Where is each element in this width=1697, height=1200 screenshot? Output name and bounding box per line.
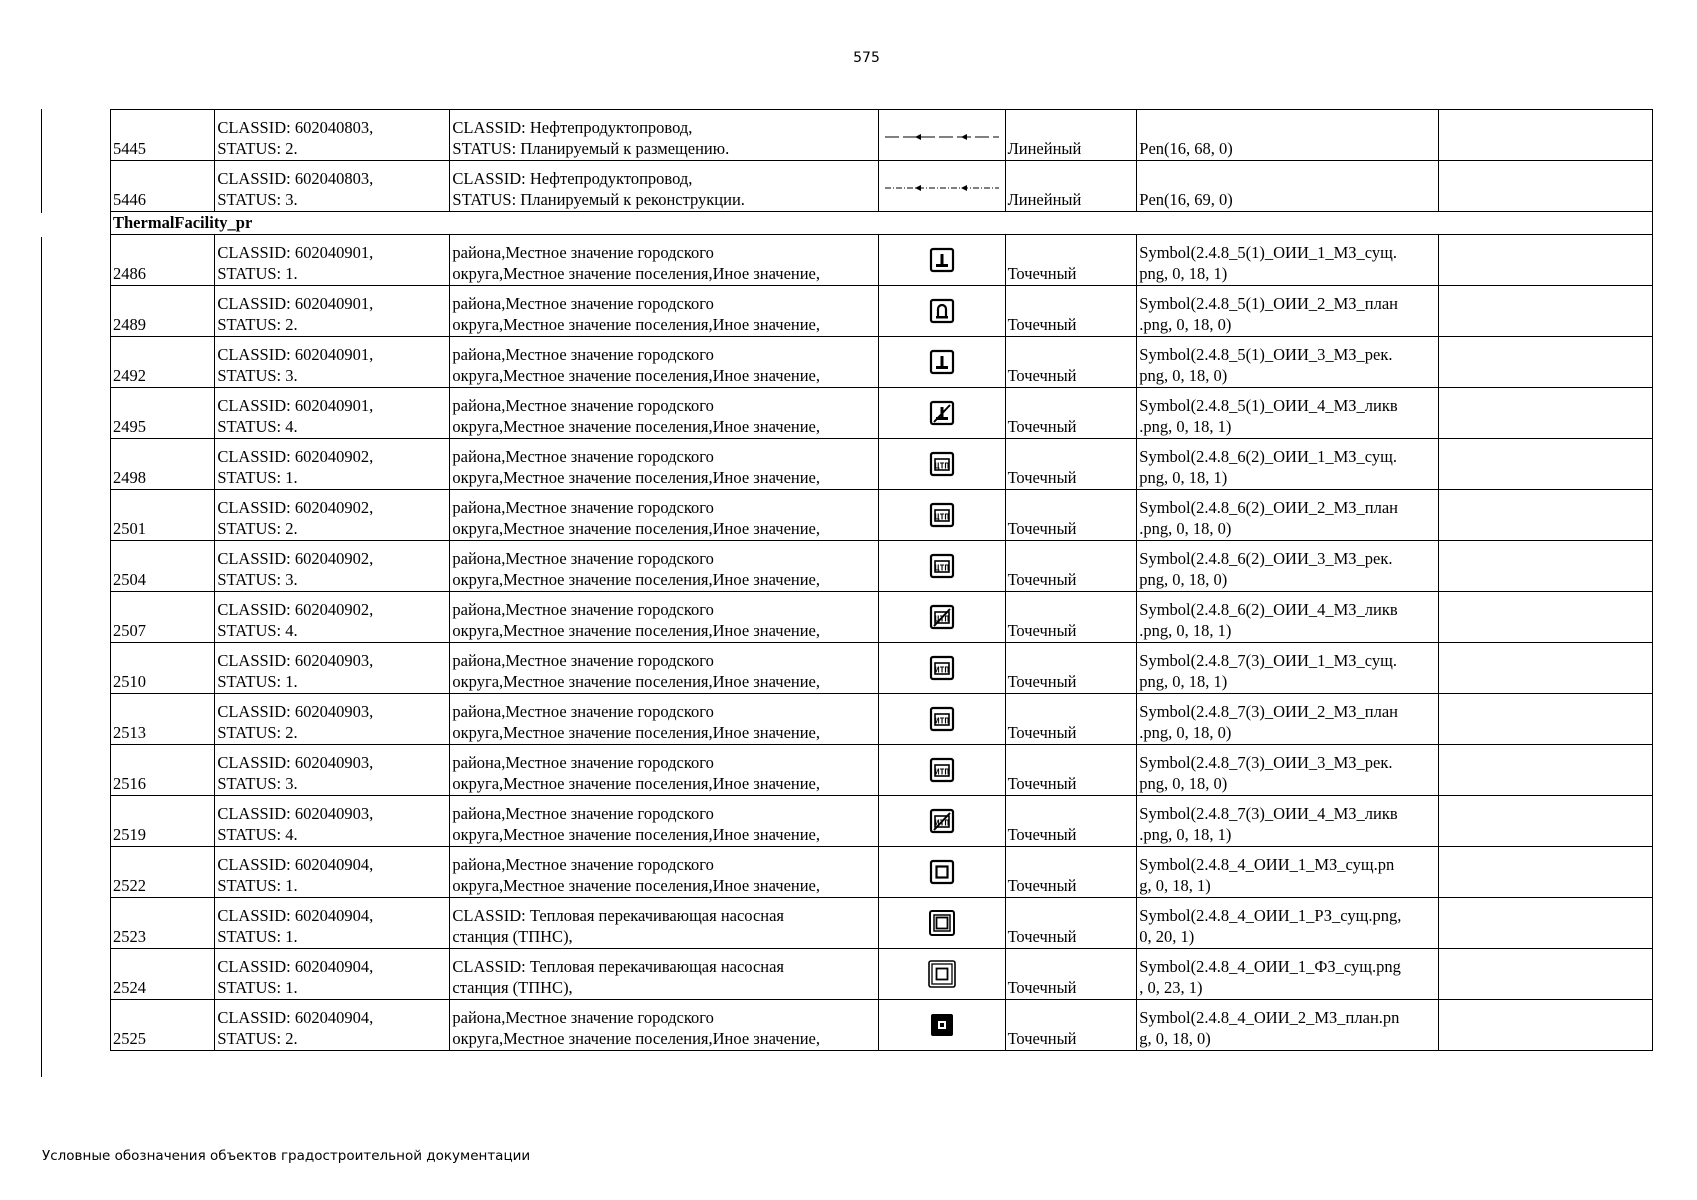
row-style: Symbol(2.4.8_7(3)_ОИИ_4_МЗ_ликв .png, 0, 18, 1) — [1137, 796, 1439, 847]
row-style: Symbol(2.4.8_6(2)_ОИИ_3_МЗ_рек. png, 0, 18, 0) — [1137, 541, 1439, 592]
row-symbol — [878, 949, 1005, 1000]
row-style: Symbol(2.4.8_7(3)_ОИИ_1_МЗ_сущ. png, 0, 18, 1) — [1137, 643, 1439, 694]
row-classid: CLASSID: 602040901, STATUS: 3. — [215, 337, 450, 388]
symbols-table-body — [111, 110, 1653, 235]
row-symbol — [878, 745, 1005, 796]
row-style: Symbol(2.4.8_5(1)_ОИИ_2_МЗ_план .png, 0, 18, 0) — [1137, 286, 1439, 337]
ctp-station-liquidation-icon — [928, 603, 956, 631]
row-style: Symbol(2.4.8_6(2)_ОИИ_4_МЗ_ликв .png, 0, 18, 1) — [1137, 592, 1439, 643]
row-symbol — [878, 541, 1005, 592]
section-title: ThermalFacility_pr — [111, 212, 1653, 235]
row-classid: CLASSID: 602040904, STATUS: 2. — [215, 1000, 450, 1051]
table-row — [111, 541, 1653, 592]
row-style: Pen(16, 69, 0) — [1137, 161, 1439, 212]
row-extra — [1439, 110, 1653, 161]
table-row — [111, 235, 1653, 286]
ctp-station-icon — [928, 450, 956, 478]
row-symbol — [878, 796, 1005, 847]
left-margin-line-top — [41, 109, 42, 213]
row-extra — [1439, 388, 1653, 439]
row-id: 2524 — [111, 949, 215, 1000]
table-row — [111, 490, 1653, 541]
row-type: Точечный — [1005, 541, 1137, 592]
table-row — [111, 337, 1653, 388]
row-description: района,Местное значение городского округа,Местное значение поселения,Иное значение, — [450, 643, 879, 694]
table-row — [111, 439, 1653, 490]
row-id: 2510 — [111, 643, 215, 694]
row-type: Точечный — [1005, 796, 1137, 847]
table-row — [111, 694, 1653, 745]
row-id: 5446 — [111, 161, 215, 212]
table-row — [111, 110, 1653, 161]
row-style: Pen(16, 68, 0) — [1137, 110, 1439, 161]
table-row — [111, 592, 1653, 643]
row-id: 5445 — [111, 110, 215, 161]
row-type: Точечный — [1005, 694, 1137, 745]
row-extra — [1439, 847, 1653, 898]
symbols-table — [110, 109, 1653, 1051]
row-style: Symbol(2.4.8_5(1)_ОИИ_1_МЗ_сущ. png, 0, 18, 1) — [1137, 235, 1439, 286]
row-style: Symbol(2.4.8_7(3)_ОИИ_2_МЗ_план .png, 0, 18, 0) — [1137, 694, 1439, 745]
row-id: 2486 — [111, 235, 215, 286]
table-row — [111, 1000, 1653, 1051]
row-type: Точечный — [1005, 1000, 1137, 1051]
ctp-station-planned-icon — [928, 501, 956, 529]
thermal-source-planned-icon — [928, 297, 956, 325]
row-description: CLASSID: Тепловая перекачивающая насосная станция (ТПНС), — [450, 898, 879, 949]
row-id: 2495 — [111, 388, 215, 439]
row-description: района,Местное значение городского округа,Местное значение поселения,Иное значение, — [450, 286, 879, 337]
row-extra — [1439, 745, 1653, 796]
row-id: 2492 — [111, 337, 215, 388]
itp-station-reconstruction-icon — [928, 756, 956, 784]
row-description: района,Местное значение городского округа,Местное значение поселения,Иное значение, — [450, 541, 879, 592]
row-type: Точечный — [1005, 898, 1137, 949]
table-row — [111, 796, 1653, 847]
row-symbol — [878, 490, 1005, 541]
row-symbol — [878, 286, 1005, 337]
row-style: Symbol(2.4.8_7(3)_ОИИ_3_МЗ_рек. png, 0, 18, 0) — [1137, 745, 1439, 796]
table-row — [111, 745, 1653, 796]
row-description: района,Местное значение городского округа,Местное значение поселения,Иное значение, — [450, 388, 879, 439]
row-type: Точечный — [1005, 592, 1137, 643]
row-extra — [1439, 898, 1653, 949]
row-extra — [1439, 439, 1653, 490]
svg-text:ИТП: ИТП — [934, 767, 949, 777]
row-id: 2523 — [111, 898, 215, 949]
thermal-source-reconstruction-icon — [928, 348, 956, 376]
svg-text:ЦТП: ЦТП — [934, 461, 949, 471]
row-type: Точечный — [1005, 439, 1137, 490]
row-classid: CLASSID: 602040902, STATUS: 4. — [215, 592, 450, 643]
svg-text:ИТП: ИТП — [934, 716, 949, 726]
row-description: района,Местное значение городского округа,Местное значение поселения,Иное значение, — [450, 694, 879, 745]
row-description: района,Местное значение городского округа,Местное значение поселения,Иное значение, — [450, 235, 879, 286]
row-classid: CLASSID: 602040902, STATUS: 2. — [215, 490, 450, 541]
row-symbol — [878, 847, 1005, 898]
table-row — [111, 898, 1653, 949]
row-symbol — [878, 643, 1005, 694]
pump-station-icon — [928, 858, 956, 886]
row-type: Точечный — [1005, 745, 1137, 796]
row-id: 2519 — [111, 796, 215, 847]
table-row — [111, 949, 1653, 1000]
row-extra — [1439, 235, 1653, 286]
row-classid: CLASSID: 602040803, STATUS: 2. — [215, 110, 450, 161]
table-row — [111, 388, 1653, 439]
row-symbol — [878, 388, 1005, 439]
pump-station-federal-icon — [928, 960, 956, 988]
row-style: Symbol(2.4.8_6(2)_ОИИ_2_МЗ_план .png, 0, 18, 0) — [1137, 490, 1439, 541]
dashed-line-arrow-icon — [883, 130, 1001, 144]
row-classid: CLASSID: 602040903, STATUS: 4. — [215, 796, 450, 847]
row-type: Точечный — [1005, 847, 1137, 898]
row-description: CLASSID: Тепловая перекачивающая насосная станция (ТПНС), — [450, 949, 879, 1000]
itp-station-planned-icon — [928, 705, 956, 733]
table-row — [111, 161, 1653, 212]
row-symbol — [878, 898, 1005, 949]
row-symbol — [878, 337, 1005, 388]
row-description: CLASSID: Нефтепродуктопровод, STATUS: Планируемый к реконструкции. — [450, 161, 879, 212]
left-margin-line-bottom — [41, 237, 42, 1077]
row-style: Symbol(2.4.8_5(1)_ОИИ_4_МЗ_ликв .png, 0, 18, 1) — [1137, 388, 1439, 439]
row-style: Symbol(2.4.8_4_ОИИ_1_ФЗ_сущ.png , 0, 23, 1) — [1137, 949, 1439, 1000]
row-id: 2489 — [111, 286, 215, 337]
row-description: района,Местное значение городского округа,Местное значение поселения,Иное значение, — [450, 592, 879, 643]
row-symbol — [878, 110, 1005, 161]
row-id: 2522 — [111, 847, 215, 898]
row-extra — [1439, 643, 1653, 694]
svg-text:ЦТП: ЦТП — [934, 512, 949, 522]
row-style: Symbol(2.4.8_6(2)_ОИИ_1_МЗ_сущ. png, 0, 18, 1) — [1137, 439, 1439, 490]
row-type: Точечный — [1005, 490, 1137, 541]
row-classid: CLASSID: 602040904, STATUS: 1. — [215, 847, 450, 898]
row-style: Symbol(2.4.8_4_ОИИ_1_МЗ_сущ.pn g, 0, 18, 1) — [1137, 847, 1439, 898]
thermal-facility-rows — [111, 235, 1653, 1051]
row-id: 2525 — [111, 1000, 215, 1051]
row-classid: CLASSID: 602040803, STATUS: 3. — [215, 161, 450, 212]
row-classid: CLASSID: 602040901, STATUS: 4. — [215, 388, 450, 439]
row-classid: CLASSID: 602040901, STATUS: 2. — [215, 286, 450, 337]
row-extra — [1439, 541, 1653, 592]
row-type: Точечный — [1005, 949, 1137, 1000]
row-description: района,Местное значение городского округа,Местное значение поселения,Иное значение, — [450, 796, 879, 847]
row-id: 2498 — [111, 439, 215, 490]
row-extra — [1439, 796, 1653, 847]
ctp-station-reconstruction-icon — [928, 552, 956, 580]
table-row — [111, 643, 1653, 694]
svg-text:ИТП: ИТП — [934, 665, 949, 675]
row-description: района,Местное значение городского округа,Местное значение поселения,Иное значение, — [450, 745, 879, 796]
row-classid: CLASSID: 602040902, STATUS: 3. — [215, 541, 450, 592]
row-description: CLASSID: Нефтепродуктопровод, STATUS: Планируемый к размещению. — [450, 110, 879, 161]
row-type: Точечный — [1005, 337, 1137, 388]
row-classid: CLASSID: 602040903, STATUS: 1. — [215, 643, 450, 694]
row-description: района,Местное значение городского округа,Местное значение поселения,Иное значение, — [450, 439, 879, 490]
pump-station-planned-icon — [928, 1011, 956, 1039]
row-classid: CLASSID: 602040903, STATUS: 3. — [215, 745, 450, 796]
row-type: Точечный — [1005, 388, 1137, 439]
thermal-source-icon — [928, 246, 956, 274]
row-symbol — [878, 694, 1005, 745]
row-id: 2501 — [111, 490, 215, 541]
row-style: Symbol(2.4.8_4_ОИИ_1_РЗ_сущ.png, 0, 20, 1) — [1137, 898, 1439, 949]
row-id: 2516 — [111, 745, 215, 796]
section-header-row — [111, 212, 1653, 235]
page-footer: Условные обозначения объектов градостроительной документации — [42, 1148, 531, 1164]
row-type: Линейный — [1005, 110, 1137, 161]
row-classid: CLASSID: 602040901, STATUS: 1. — [215, 235, 450, 286]
row-symbol — [878, 161, 1005, 212]
row-classid: CLASSID: 602040902, STATUS: 1. — [215, 439, 450, 490]
thermal-source-liquidation-icon — [928, 399, 956, 427]
row-symbol — [878, 439, 1005, 490]
dotted-line-arrow-icon — [883, 181, 1001, 195]
svg-text:ЦТП: ЦТП — [934, 563, 949, 573]
row-id: 2504 — [111, 541, 215, 592]
row-classid: CLASSID: 602040904, STATUS: 1. — [215, 949, 450, 1000]
row-extra — [1439, 949, 1653, 1000]
itp-station-icon — [928, 654, 956, 682]
row-style: Symbol(2.4.8_4_ОИИ_2_МЗ_план.pn g, 0, 18, 0) — [1137, 1000, 1439, 1051]
row-id: 2507 — [111, 592, 215, 643]
row-extra — [1439, 1000, 1653, 1051]
row-type: Точечный — [1005, 235, 1137, 286]
page-number: 575 — [853, 50, 880, 66]
table-row — [111, 847, 1653, 898]
row-type: Точечный — [1005, 643, 1137, 694]
row-extra — [1439, 592, 1653, 643]
row-description: района,Местное значение городского округа,Местное значение поселения,Иное значение, — [450, 490, 879, 541]
row-extra — [1439, 490, 1653, 541]
row-description: района,Местное значение городского округа,Местное значение поселения,Иное значение, — [450, 337, 879, 388]
row-description: района,Местное значение городского округа,Местное значение поселения,Иное значение, — [450, 847, 879, 898]
row-symbol — [878, 1000, 1005, 1051]
row-extra — [1439, 286, 1653, 337]
row-id: 2513 — [111, 694, 215, 745]
row-classid: CLASSID: 602040904, STATUS: 1. — [215, 898, 450, 949]
svg-text:ЦТП: ЦТП — [934, 614, 949, 624]
pump-station-regional-icon — [928, 909, 956, 937]
row-type: Линейный — [1005, 161, 1137, 212]
row-symbol — [878, 235, 1005, 286]
row-symbol — [878, 592, 1005, 643]
row-description: района,Местное значение городского округа,Местное значение поселения,Иное значение, — [450, 1000, 879, 1051]
itp-station-liquidation-icon — [928, 807, 956, 835]
row-style: Symbol(2.4.8_5(1)_ОИИ_3_МЗ_рек. png, 0, 18, 0) — [1137, 337, 1439, 388]
row-type: Точечный — [1005, 286, 1137, 337]
table-row — [111, 286, 1653, 337]
row-extra — [1439, 337, 1653, 388]
svg-text:ИТП: ИТП — [934, 818, 949, 828]
row-extra — [1439, 161, 1653, 212]
row-extra — [1439, 694, 1653, 745]
row-classid: CLASSID: 602040903, STATUS: 2. — [215, 694, 450, 745]
